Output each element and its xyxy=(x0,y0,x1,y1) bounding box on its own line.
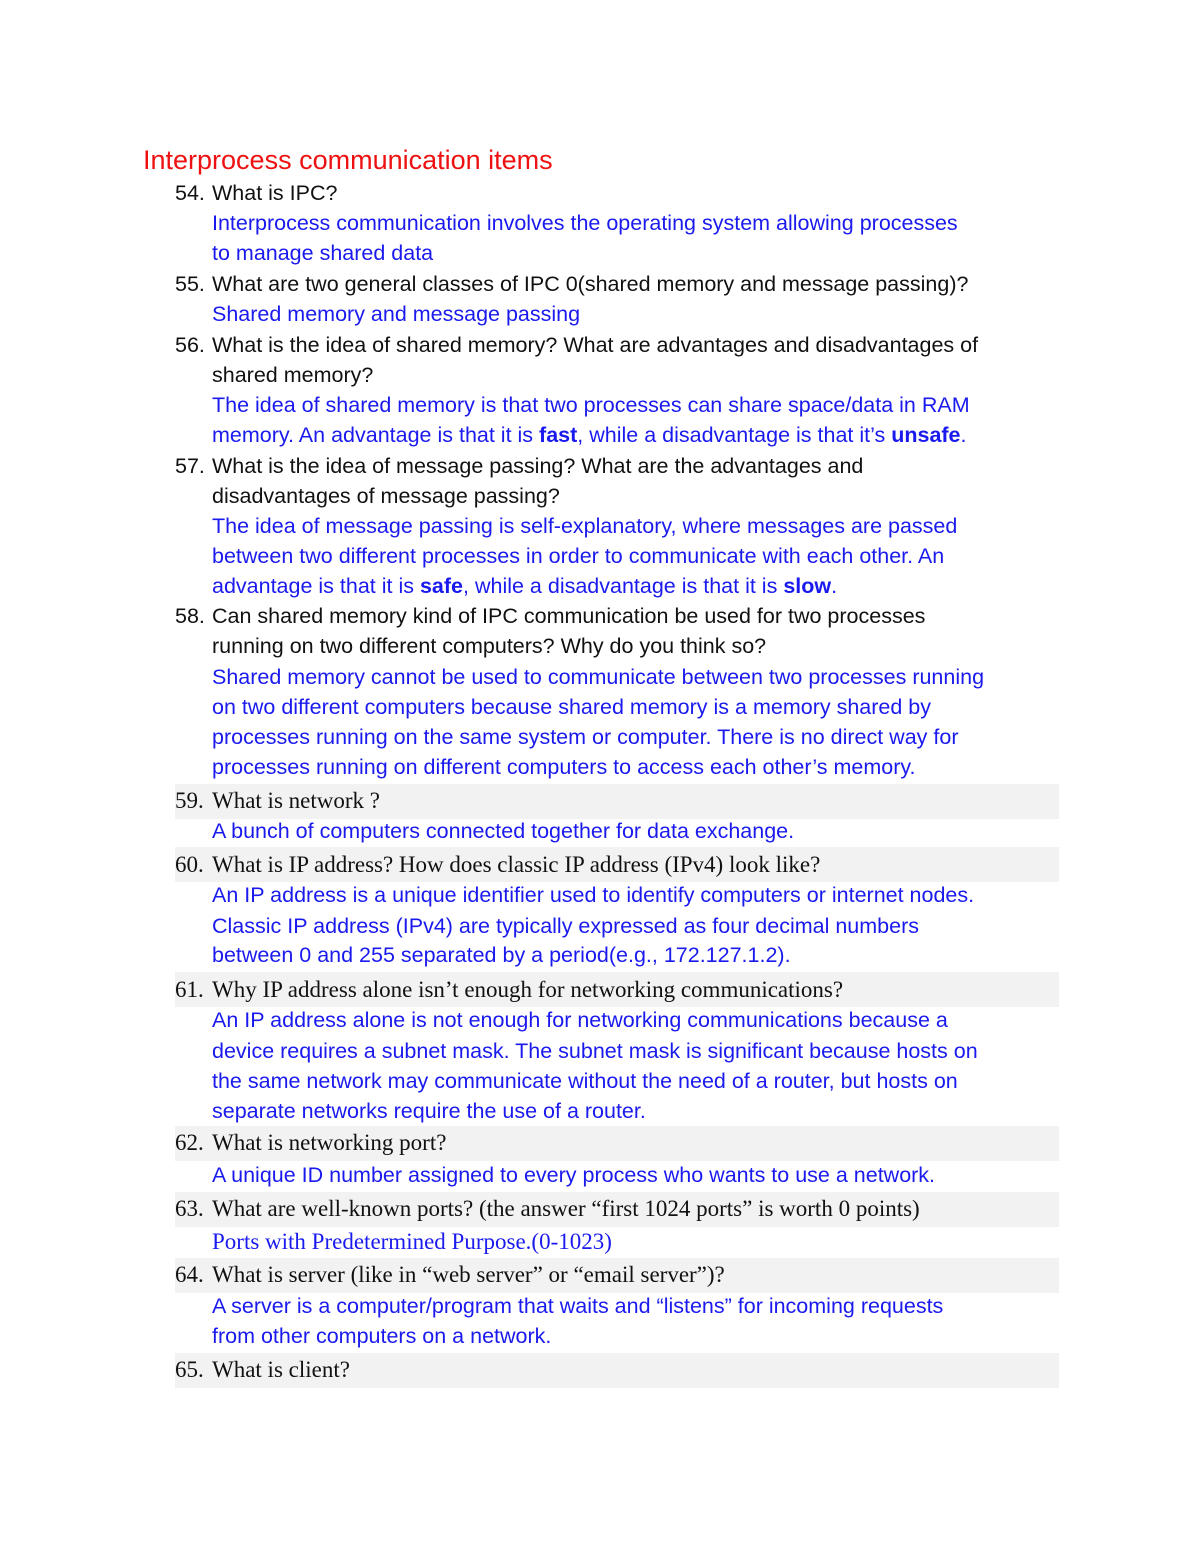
question-text: Why IP address alone isn’t enough for networking communications? xyxy=(212,977,844,1002)
answer-text: An IP address alone is not enough for networking communications because a xyxy=(212,1008,948,1032)
answer-text-part: . xyxy=(960,423,967,447)
question-text: What is networking port? xyxy=(212,1130,447,1155)
item-number: 56. xyxy=(175,333,205,357)
question-text: disadvantages of message passing? xyxy=(212,484,560,508)
item-number: 60. xyxy=(175,852,204,877)
item-number: 64. xyxy=(175,1262,204,1287)
answer-text: A unique ID number assigned to every process who wants to use a network. xyxy=(212,1163,936,1187)
answer-text: The idea of shared memory is that two processes can share space/data in RAM xyxy=(212,393,970,417)
answer-text xyxy=(212,420,967,450)
answer-text: Classic IP address (IPv4) are typically expressed as four decimal numbers xyxy=(212,914,920,938)
answer-emphasis-slow: slow xyxy=(783,574,832,598)
item-number: 61. xyxy=(175,977,204,1002)
section-title: Interprocess communication items xyxy=(143,145,553,175)
question-text: What is client? xyxy=(212,1357,350,1382)
answer-text: The idea of message passing is self-explanatory, where messages are passed xyxy=(212,514,958,538)
answer-text: Shared memory and message passing xyxy=(212,302,581,326)
answer-text: Shared memory cannot be used to communicate between two processes running xyxy=(212,665,985,689)
item-number: 55. xyxy=(175,272,205,296)
answer-text-part: advantage is that it is xyxy=(212,574,420,598)
item-number: 54. xyxy=(175,181,205,205)
answer-text: An IP address is a unique identifier used to identify computers or internet nodes. xyxy=(212,883,975,907)
answer-text-part: memory. An advantage is that it is xyxy=(212,423,540,447)
answer-text: the same network may communicate without the need of a router, but hosts on xyxy=(212,1069,958,1093)
question-text: What is the idea of shared memory? What are advantages and disadvantages of xyxy=(212,333,979,357)
item-number: 65. xyxy=(175,1357,204,1382)
answer-text: device requires a subnet mask. The subnet mask is significant because hosts on xyxy=(212,1039,978,1063)
question-text: What is the idea of message passing? What are the advantages and xyxy=(212,454,864,478)
item-number: 59. xyxy=(175,788,204,813)
question-text: What are two general classes of IPC 0(shared memory and message passing)? xyxy=(212,272,969,296)
question-text: Can shared memory kind of IPC communication be used for two processes xyxy=(212,604,926,628)
item-number: 58. xyxy=(175,604,205,628)
answer-text: Ports with Predetermined Purpose.(0-1023) xyxy=(212,1229,612,1254)
answer-emphasis-fast: fast xyxy=(539,423,578,447)
answer-text: processes running on the same system or computer. There is no direct way for xyxy=(212,725,959,749)
item-number: 63. xyxy=(175,1196,204,1221)
question-text: What are well-known ports? (the answer “first 1024 ports” is worth 0 points) xyxy=(212,1196,920,1221)
question-text: What is server (like in “web server” or “email server”)? xyxy=(212,1262,725,1287)
answer-emphasis-safe: safe xyxy=(419,574,464,598)
answer-text: separate networks require the use of a router. xyxy=(212,1099,646,1123)
answer-text: between 0 and 255 separated by a period(e.g., 172.127.1.2). xyxy=(212,943,791,967)
question-text: shared memory? xyxy=(212,363,374,387)
answer-text: to manage shared data xyxy=(212,241,434,265)
answer-text: from other computers on a network. xyxy=(212,1324,552,1348)
item-number: 62. xyxy=(175,1130,204,1155)
answer-text: on two different computers because shared memory is a memory shared by xyxy=(212,695,931,719)
answer-text: processes running on different computers to access each other’s memory. xyxy=(212,755,916,779)
question-text: running on two different computers? Why do you think so? xyxy=(212,634,767,658)
item-number: 57. xyxy=(175,454,205,478)
answer-text: A bunch of computers connected together for data exchange. xyxy=(212,819,795,843)
answer-text: Interprocess communication involves the operating system allowing processes xyxy=(212,211,958,235)
answer-text xyxy=(212,571,837,601)
answer-emphasis-unsafe: unsafe xyxy=(891,423,961,447)
answer-text: A server is a computer/program that waits and “listens” for incoming requests xyxy=(212,1294,944,1318)
question-text: What is IPC? xyxy=(212,181,338,205)
question-text: What is network ? xyxy=(212,788,380,813)
answer-text: between two different processes in order to communicate with each other. An xyxy=(212,544,945,568)
answer-text-part: , while a disadvantage is that it is xyxy=(463,574,784,598)
answer-text-part: , while a disadvantage is that it’s xyxy=(577,423,892,447)
question-text: What is IP address? How does classic IP address (IPv4) look like? xyxy=(212,852,821,877)
answer-text-part: . xyxy=(831,574,838,598)
